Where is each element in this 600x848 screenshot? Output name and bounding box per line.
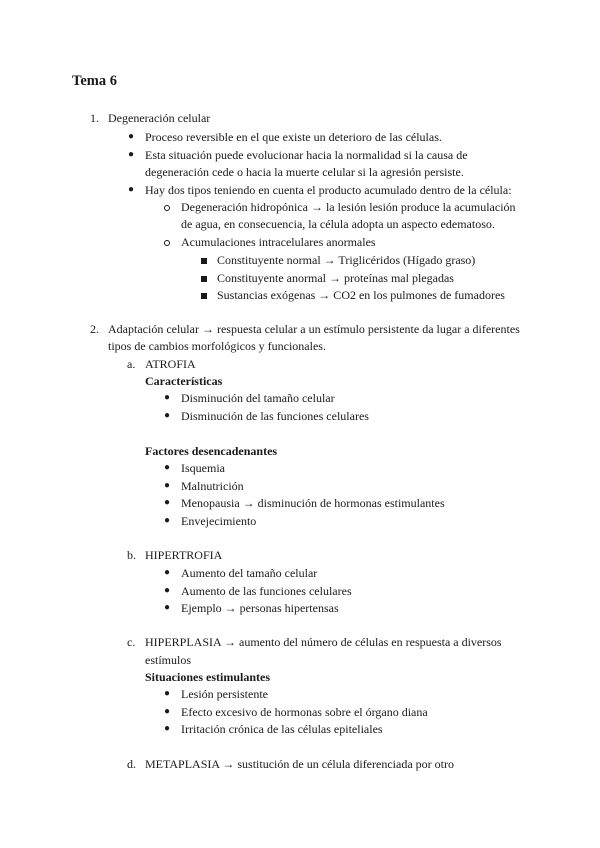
subheading: Características	[145, 374, 223, 388]
bullet-icon: ●	[164, 723, 171, 734]
bullet-icon: ●	[164, 706, 171, 717]
list-item: Proceso reversible en el que existe un deterioro de las células.	[145, 130, 442, 144]
bullet-icon: ●	[128, 131, 135, 142]
list-item: Malnutrición	[181, 479, 244, 493]
subsection-title-hiperplasia: HIPERPLASIA → aumento del número de células en respuesta a diversos	[145, 635, 502, 649]
list-item: Esta situación puede evolucionar hacia la normalidad si la causa de	[145, 148, 468, 162]
section-1-number: 1.	[90, 111, 99, 125]
square-bullet-icon	[201, 258, 207, 264]
subsection-title-metaplasia: METAPLASIA → sustitución de un célula diferenciada por otro	[145, 757, 454, 771]
bullet-icon: ●	[164, 392, 171, 403]
page-title: Tema 6	[72, 73, 117, 89]
bullet-icon: ●	[164, 585, 171, 596]
section-2-heading: Adaptación celular → respuesta celular a un estímulo persistente da lugar a diferentes	[108, 322, 520, 336]
subsection-title-hipertrofia: HIPERTROFIA	[145, 548, 223, 562]
subheading: Situaciones estimulantes	[145, 670, 271, 684]
bullet-icon: ●	[128, 149, 135, 160]
bullet-icon: ●	[164, 410, 171, 421]
list-item: Disminución del tamaño celular	[181, 391, 335, 405]
bullet-icon: ●	[164, 497, 171, 508]
bullet-icon: ●	[164, 688, 171, 699]
subheading: Factores desencadenantes	[145, 444, 278, 458]
subsection-letter: b.	[127, 548, 136, 562]
bullet-icon: ●	[164, 480, 171, 491]
list-item: Degeneración hidropónica → la lesión lesión produce la acumulación	[181, 200, 516, 214]
subsection-letter: c.	[127, 635, 136, 649]
subsection-letter: d.	[127, 757, 136, 771]
list-item: Irritación crónica de las células epiteliales	[181, 722, 383, 736]
list-item: Aumento del tamaño celular	[181, 566, 318, 580]
subsection-title-atrofia: ATROFIA	[145, 357, 196, 371]
square-bullet-icon	[201, 276, 207, 282]
bullet-icon: ●	[164, 462, 171, 473]
bullet-icon: ●	[128, 184, 135, 195]
bullet-icon: ●	[164, 567, 171, 578]
list-item: Sustancias exógenas → CO2 en los pulmones de fumadores	[217, 288, 505, 302]
list-item-continuation: de agua, en consecuencia, la célula adopta un aspecto edematoso.	[181, 217, 495, 231]
list-item: Acumulaciones intracelulares anormales	[181, 235, 376, 249]
list-item: Constituyente normal → Triglicéridos (Hígado graso)	[217, 253, 476, 267]
list-item: Isquemia	[181, 461, 225, 475]
list-item: Lesión persistente	[181, 687, 268, 701]
list-item: Disminución de las funciones celulares	[181, 409, 369, 423]
section-2-heading-continuation: tipos de cambios morfológicos y funcionales.	[108, 339, 326, 353]
list-item-continuation: degeneración cede o hacia la muerte celular si la agresión persiste.	[145, 165, 464, 179]
list-item: Efecto excesivo de hormonas sobre el órgano diana	[181, 705, 428, 719]
square-bullet-icon	[201, 293, 207, 299]
section-1-heading: Degeneración celular	[108, 111, 211, 125]
list-item: Ejemplo → personas hipertensas	[181, 601, 339, 615]
list-item: Constituyente anormal → proteínas mal plegadas	[217, 271, 454, 285]
bullet-icon: ●	[164, 602, 171, 613]
bullet-icon: ●	[164, 515, 171, 526]
list-item: Envejecimiento	[181, 514, 257, 528]
list-item: Aumento de las funciones celulares	[181, 584, 352, 598]
hollow-circle-icon	[164, 240, 170, 246]
subsection-letter: a.	[127, 357, 136, 371]
list-item: Hay dos tipos teniendo en cuenta el producto acumulado dentro de la célula:	[145, 183, 512, 197]
subsection-title-continuation: estímulos	[145, 653, 192, 667]
hollow-circle-icon	[164, 205, 170, 211]
list-item: Menopausia → disminución de hormonas estimulantes	[181, 496, 445, 510]
section-2-number: 2.	[90, 322, 99, 336]
